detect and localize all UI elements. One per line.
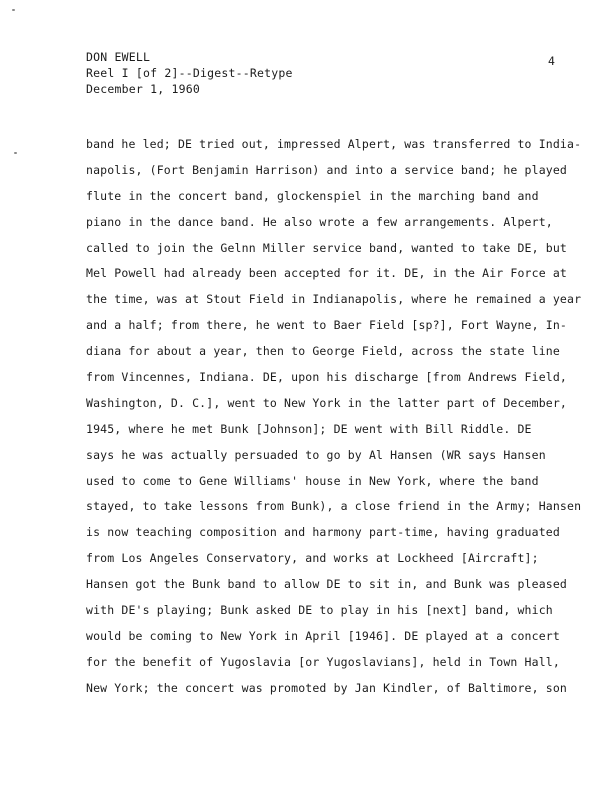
body-line: diana for about a year, then to George Field, across the state line	[86, 344, 560, 359]
body-line: New York; the concert was promoted by Jan Kindler, of Baltimore, son	[86, 680, 568, 695]
document-header	[86, 49, 293, 97]
header-reel-info: Reel I [of 2]--Digest--Retype	[86, 66, 293, 80]
body-line: Washington, D. C.], went to New York in the latter part of December,	[86, 395, 568, 410]
header-date: December 1, 1960	[86, 82, 200, 96]
header-interviewee-name: DON EWELL	[86, 50, 151, 64]
body-line: from Vincennes, Indiana. DE, upon his discharge [from Andrews Field,	[86, 370, 568, 385]
body-line: napolis, (Fort Benjamin Harrison) and into a service band; he played	[86, 162, 568, 177]
transcript-body	[86, 132, 586, 702]
margin-speck	[14, 152, 17, 154]
body-line: would be coming to New York in April [1946]. DE played at a concert	[86, 628, 560, 643]
body-line: is now teaching composition and harmony part-time, having graduated	[86, 525, 560, 540]
body-line: called to join the Gelnn Miller service band, wanted to take DE, but	[86, 240, 568, 255]
body-line: Mel Powell had already been accepted for it. DE, in the Air Force at	[86, 266, 568, 281]
body-line: with DE's playing; Bunk asked DE to play in his [next] band, which	[86, 603, 553, 618]
body-line: says he was actually persuaded to go by Al Hansen (WR says Hansen	[86, 447, 546, 462]
body-line: from Los Angeles Conservatory, and works at Lockheed [Aircraft];	[86, 551, 539, 566]
body-line: used to come to Gene Williams' house in New York, where the band	[86, 473, 539, 488]
body-line: for the benefit of Yugoslavia [or Yugoslavians], held in Town Hall,	[86, 654, 560, 669]
page-number: 4	[548, 54, 555, 68]
body-line: Hansen got the Bunk band to allow DE to sit in, and Bunk was pleased	[86, 577, 568, 592]
body-line: stayed, to take lessons from Bunk), a close friend in the Army; Hansen	[86, 499, 582, 514]
body-line: piano in the dance band. He also wrote a few arrangements. Alpert,	[86, 214, 553, 229]
body-line: flute in the concert band, glockenspiel in the marching band and	[86, 188, 539, 203]
body-line: 1945, where he met Bunk [Johnson]; DE went with Bill Riddle. DE	[86, 421, 532, 436]
body-line: band he led; DE tried out, impressed Alpert, was transferred to India-	[86, 137, 582, 151]
body-line: the time, was at Stout Field in Indianapolis, where he remained a year	[86, 292, 582, 307]
margin-speck	[12, 9, 15, 11]
body-line: and a half; from there, he went to Baer Field [sp?], Fort Wayne, In-	[86, 318, 568, 333]
